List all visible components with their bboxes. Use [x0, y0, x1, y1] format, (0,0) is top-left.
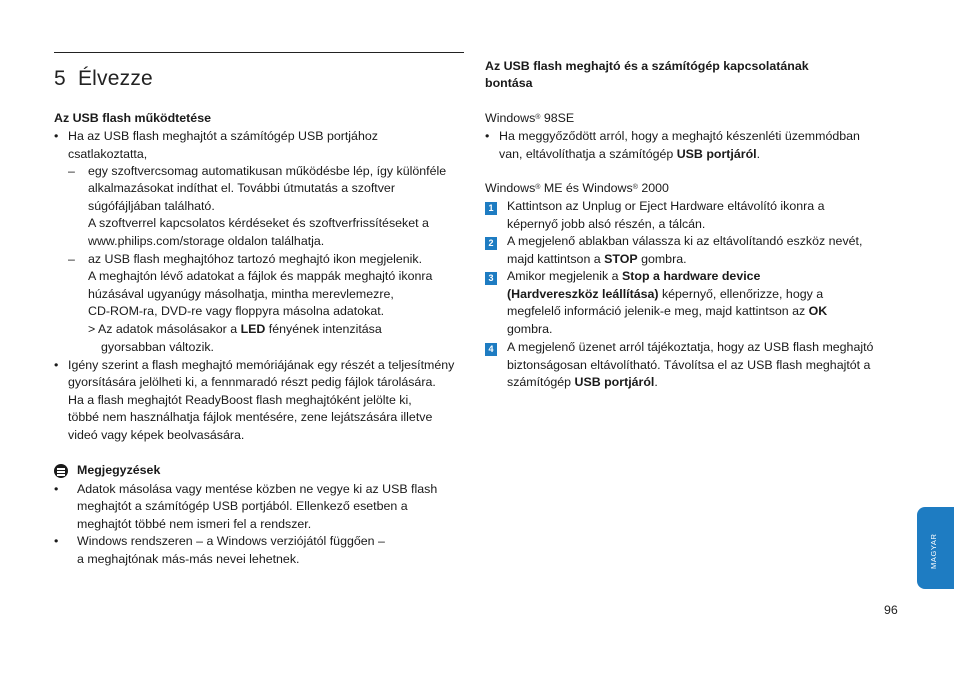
step-number: 2 [485, 237, 497, 250]
text-line: húzásával ugyanúgy másolhatja, mintha merevlemezre, [88, 287, 394, 301]
text-line: súgófájljában található. [88, 199, 215, 213]
os-label: Windows® ME és Windows® 2000 [485, 181, 669, 195]
text-line: a meghajtónak más-más nevei lehetnek. [77, 552, 300, 566]
section-heading: bontása [485, 76, 533, 90]
link-text: www.philips.com/storage oldalon találhatja. [88, 234, 325, 248]
text-line: csatlakoztatta, [68, 147, 148, 161]
text-line: képernyő jobb alsó részén, a tálcán. [507, 217, 706, 231]
bullet: • [485, 129, 490, 143]
text-line: van, eltávolíthatja a számítógép USB portjáról. [499, 147, 761, 161]
bullet: • [54, 534, 59, 548]
text-line: A meghajtón lévő adatokat a fájlok és mappák meghajtó ikonra [88, 269, 433, 283]
notes-heading: Megjegyzések [77, 463, 161, 477]
text-line: egy szoftvercsomag automatikusan működésbe lép, így különféle [88, 164, 447, 178]
text-line: Windows rendszeren – a Windows verziójától függően – [77, 534, 385, 548]
step-number: 4 [485, 343, 497, 356]
text-line: megfelelő információ jelenik-e meg, majd kattintson az OK [507, 304, 828, 318]
text-line: videó vagy képek beolvasására. [68, 428, 245, 442]
step-number: 3 [485, 272, 497, 285]
step-number: 1 [485, 202, 497, 215]
text-line: többé nem használhatja fájlok mentésére, zene lejátszására illetve [68, 410, 433, 424]
text-line: majd kattintson a STOP gombra. [507, 252, 687, 266]
language-tab-label: MAGYAR [929, 533, 938, 569]
text-line: meghajtót a számítógép USB portjából. Ellenkező esetben a [77, 499, 408, 513]
text-line: alkalmazásokat indíthat el. További útmutatás a szoftver [88, 181, 395, 195]
text-line: Ha az USB flash meghajtót a számítógép USB portjához [68, 129, 378, 143]
language-tab [917, 507, 954, 589]
text-line: biztonságosan eltávolítható. Távolítsa el az USB flash meghajtót a [507, 358, 871, 372]
text-line: CD-ROM-ra, DVD-re vagy floppyra másolna adatokat. [88, 304, 385, 318]
text-line: Adatok másolása vagy mentése közben ne vegye ki az USB flash [77, 482, 438, 496]
text-line: gyorsítására jelölheti ki, a fennmaradó részt pedig fájlok tárolására. [68, 375, 436, 389]
text-line: Ha meggyőződött arról, hogy a meghajtó készenléti üzemmódban [499, 129, 860, 143]
note-icon [54, 464, 68, 478]
top-rule [54, 52, 464, 53]
text-line: A szoftverrel kapcsolatos kérdéseket és szoftverfrissítéseket a [88, 216, 429, 230]
text-line: az USB flash meghajtóhoz tartozó meghajtó ikon megjelenik. [88, 252, 423, 266]
bullet: • [54, 358, 59, 372]
text-line: számítógép USB portjáról. [507, 375, 658, 389]
dash: – [68, 252, 75, 266]
os-label: Windows® 98SE [485, 111, 575, 125]
text-line: Kattintson az Unplug or Eject Hardware eltávolító ikonra a [507, 199, 825, 213]
text-line: gyorsabban változik. [101, 340, 214, 354]
page-number: 96 [884, 603, 898, 617]
bullet: • [54, 482, 59, 496]
dash: – [68, 164, 75, 178]
text-line: meghajtót többé nem ismeri fel a rendszer. [77, 517, 312, 531]
text-line: A megjelenő ablakban válassza ki az eltávolítandó eszköz nevét, [507, 234, 863, 248]
text-line: (Hardvereszköz leállítása) képernyő, ellenőrizze, hogy a [507, 287, 824, 301]
text-line: Amikor megjelenik a Stop a hardware device [507, 269, 761, 283]
bullet: • [54, 129, 59, 143]
text-line: > Az adatok másolásakor a LED fényének intenzitása [88, 322, 382, 336]
section-heading: Az USB flash működtetése [54, 111, 211, 125]
text-line: gombra. [507, 322, 553, 336]
text-line: Igény szerint a flash meghajtó memóriájának egy részét a teljesítmény [68, 358, 455, 372]
text-line: A megjelenő üzenet arról tájékoztatja, hogy az USB flash meghajtó [507, 340, 874, 354]
chapter-title: 5 Élvezze [54, 67, 153, 90]
text-line: Ha a flash meghajtót ReadyBoost flash meghajtóként jelölte ki, [68, 393, 412, 407]
section-heading: Az USB flash meghajtó és a számítógép kapcsolatának [485, 59, 809, 73]
